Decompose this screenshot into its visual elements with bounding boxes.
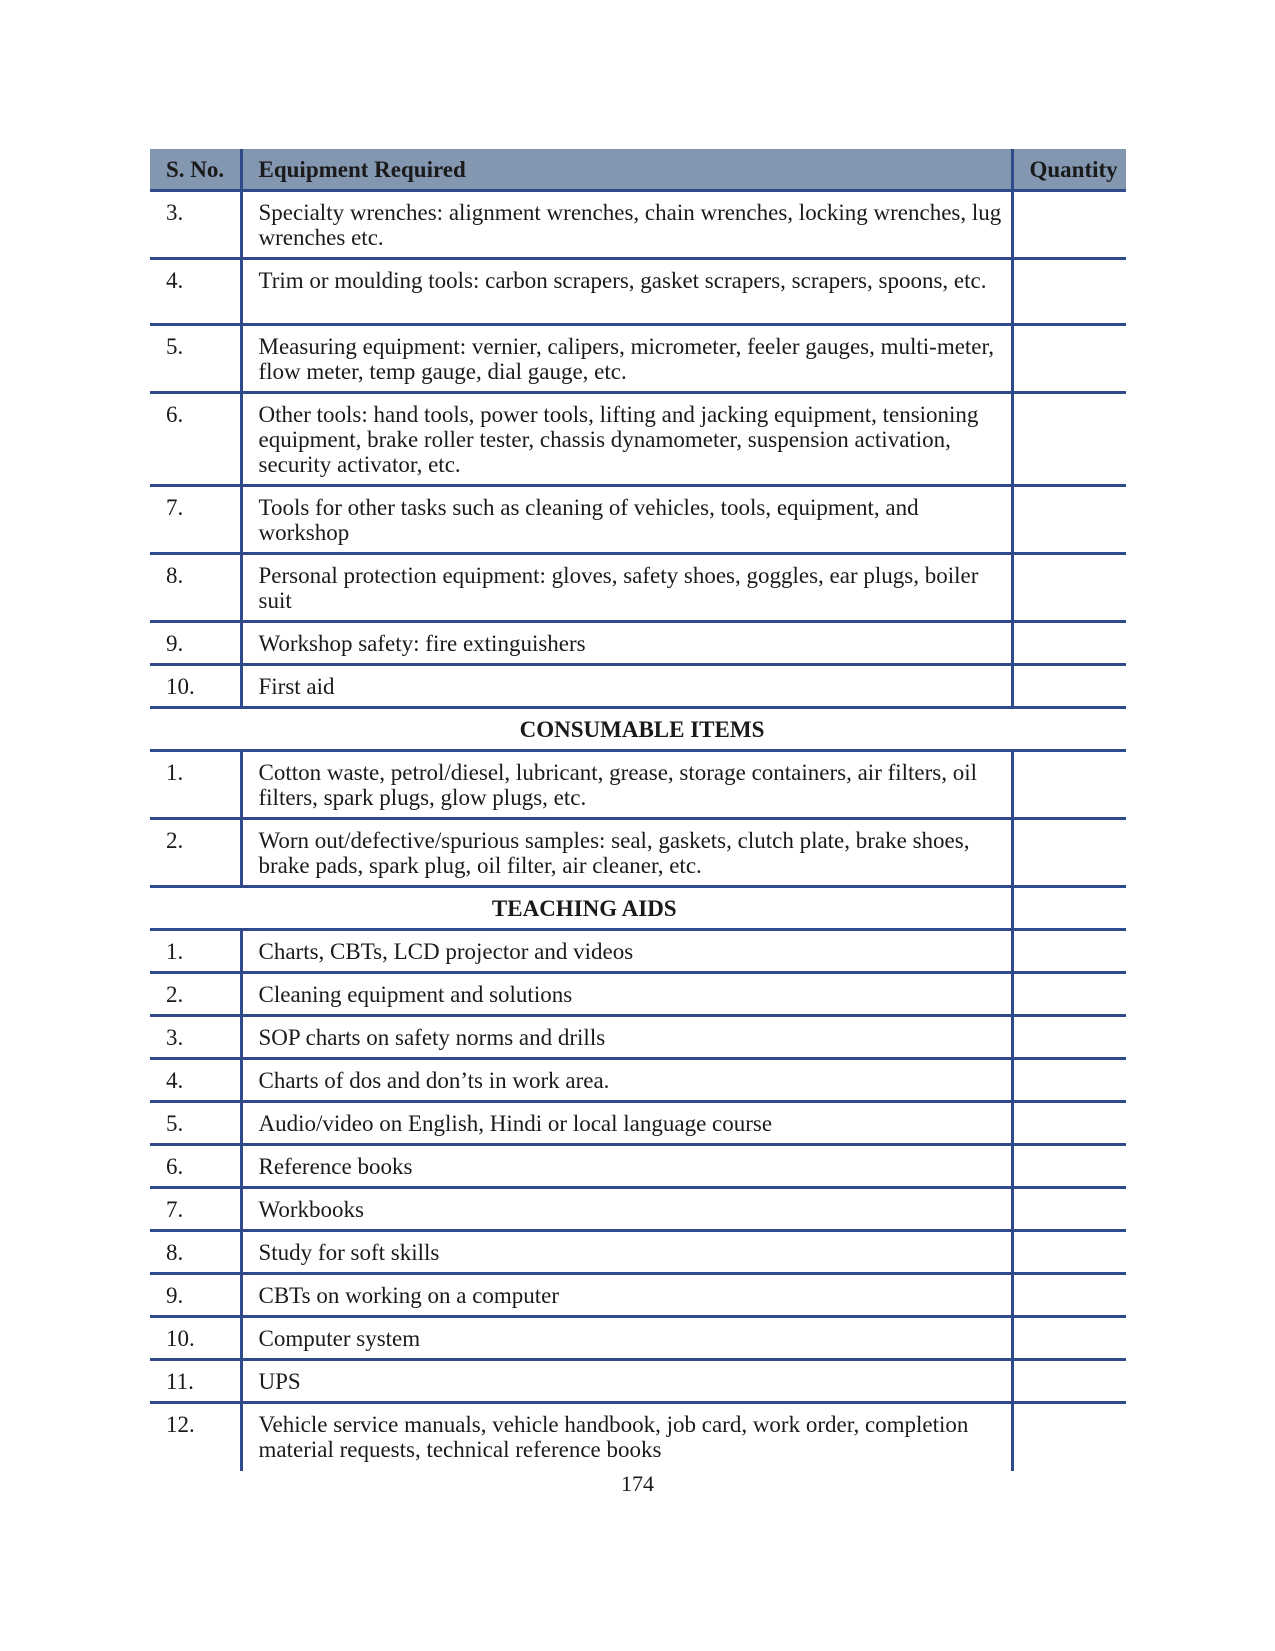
row-quantity xyxy=(1012,1317,1126,1360)
row-serial-number: 9. xyxy=(150,1274,241,1317)
table-row xyxy=(150,622,1126,665)
row-quantity xyxy=(1012,1102,1126,1145)
row-equipment: CBTs on working on a computer xyxy=(241,1274,1012,1317)
row-serial-number: 6. xyxy=(150,1145,241,1188)
row-serial-number: 6. xyxy=(150,393,241,486)
row-quantity xyxy=(1012,819,1126,887)
row-serial-number: 4. xyxy=(150,1059,241,1102)
row-equipment: Computer system xyxy=(241,1317,1012,1360)
row-quantity xyxy=(1012,325,1126,393)
table-row xyxy=(150,1317,1126,1360)
row-equipment: Other tools: hand tools, power tools, lifting and jacking equipment, tensioning equipment, brake roller tester, chassis dynamometer, suspension activation, security activator, etc. xyxy=(241,393,1012,486)
row-equipment: First aid xyxy=(241,665,1012,708)
table-row xyxy=(150,554,1126,622)
row-quantity xyxy=(1012,622,1126,665)
table-row xyxy=(150,1403,1126,1472)
table-row xyxy=(150,259,1126,325)
row-serial-number: 3. xyxy=(150,191,241,259)
section-header-teaching-aids xyxy=(150,887,1126,930)
header-serial-number: S. No. xyxy=(150,149,241,191)
table-row xyxy=(150,665,1126,708)
table-row xyxy=(150,973,1126,1016)
row-equipment: Personal protection equipment: gloves, safety shoes, goggles, ear plugs, boiler suit xyxy=(241,554,1012,622)
row-quantity xyxy=(1012,1059,1126,1102)
table-row xyxy=(150,1145,1126,1188)
row-equipment: SOP charts on safety norms and drills xyxy=(241,1016,1012,1059)
row-quantity xyxy=(1012,887,1126,930)
header-equipment-required: Equipment Required xyxy=(241,149,1012,191)
page-number: 174 xyxy=(621,1471,654,1496)
row-serial-number: 1. xyxy=(150,930,241,973)
row-equipment: UPS xyxy=(241,1360,1012,1403)
section-title-consumables: CONSUMABLE ITEMS xyxy=(150,708,1126,751)
section-title-teaching-aids: TEACHING AIDS xyxy=(150,887,1012,930)
row-equipment: Reference books xyxy=(241,1145,1012,1188)
row-serial-number: 12. xyxy=(166,1412,195,1437)
row-serial-number: 5. xyxy=(150,325,241,393)
table-row xyxy=(150,819,1126,887)
table-row xyxy=(150,1188,1126,1231)
row-quantity xyxy=(1012,1016,1126,1059)
row-quantity xyxy=(1012,665,1126,708)
row-quantity xyxy=(1012,930,1126,973)
row-equipment: Trim or moulding tools: carbon scrapers, gasket scrapers, scrapers, spoons, etc. xyxy=(241,259,1012,325)
table-row xyxy=(150,1274,1126,1317)
table-row xyxy=(150,191,1126,259)
row-equipment: Audio/video on English, Hindi or local language course xyxy=(241,1102,1012,1145)
row-quantity xyxy=(1012,751,1126,819)
table-row xyxy=(150,486,1126,554)
row-equipment: Cotton waste, petrol/diesel, lubricant, grease, storage containers, air filters, oil filters, spark plugs, glow plugs, etc. xyxy=(241,751,1012,819)
row-quantity xyxy=(1012,1145,1126,1188)
table-row xyxy=(150,1231,1126,1274)
row-equipment: Cleaning equipment and solutions xyxy=(241,973,1012,1016)
row-quantity xyxy=(1012,554,1126,622)
table-header-row xyxy=(150,149,1126,191)
table-row xyxy=(150,325,1126,393)
row-quantity xyxy=(1012,1360,1126,1403)
table-row xyxy=(150,1102,1126,1145)
row-serial-number: 4. xyxy=(150,259,241,325)
row-quantity xyxy=(1012,486,1126,554)
row-quantity xyxy=(1012,1403,1126,1472)
table-row xyxy=(150,1059,1126,1102)
row-serial-number: 9. xyxy=(150,622,241,665)
row-serial-number: 8. xyxy=(150,554,241,622)
row-equipment: Specialty wrenches: alignment wrenches, chain wrenches, locking wrenches, lug wrenches etc. xyxy=(241,191,1012,259)
row-equipment: Worn out/defective/spurious samples: seal, gaskets, clutch plate, brake shoes, brake pads, spark plug, oil filter, air cleaner, etc. xyxy=(241,819,1012,887)
row-serial-number: 2. xyxy=(150,819,241,887)
row-quantity xyxy=(1012,1274,1126,1317)
row-serial-number: 7. xyxy=(150,486,241,554)
row-equipment: Vehicle service manuals, vehicle handbook, job card, work order, completion material requests, technical reference books xyxy=(241,1403,1012,1472)
table-row xyxy=(150,393,1126,486)
row-quantity xyxy=(1012,1188,1126,1231)
row-equipment: Charts of dos and don’ts in work area. xyxy=(241,1059,1012,1102)
row-serial-number: 1. xyxy=(150,751,241,819)
row-quantity xyxy=(1012,973,1126,1016)
table-row xyxy=(150,751,1126,819)
row-quantity xyxy=(1012,1231,1126,1274)
row-quantity xyxy=(1012,259,1126,325)
table-row xyxy=(150,1016,1126,1059)
row-equipment: Workbooks xyxy=(241,1188,1012,1231)
row-serial-number: 10. xyxy=(150,1317,241,1360)
row-serial-number: 10. xyxy=(150,665,241,708)
equipment-table-container xyxy=(150,149,1126,1471)
row-serial-number: 8. xyxy=(150,1231,241,1274)
row-serial-number: 2. xyxy=(150,973,241,1016)
header-quantity: Quantity xyxy=(1012,149,1126,191)
row-serial-number: 5. xyxy=(150,1102,241,1145)
row-equipment: Tools for other tasks such as cleaning of vehicles, tools, equipment, and workshop xyxy=(241,486,1012,554)
row-serial-number: 11. xyxy=(150,1360,241,1403)
row-serial-number: 7. xyxy=(150,1188,241,1231)
row-equipment: Workshop safety: fire extinguishers xyxy=(241,622,1012,665)
row-quantity xyxy=(1012,393,1126,486)
table-row xyxy=(150,930,1126,973)
row-equipment: Study for soft skills xyxy=(241,1231,1012,1274)
table-row xyxy=(150,1360,1126,1403)
row-quantity xyxy=(1012,191,1126,259)
section-header-consumables xyxy=(150,708,1126,751)
row-equipment: Measuring equipment: vernier, calipers, micrometer, feeler gauges, multi-meter, flow meter, temp gauge, dial gauge, etc. xyxy=(241,325,1012,393)
row-equipment: Charts, CBTs, LCD projector and videos xyxy=(241,930,1012,973)
row-serial-number: 3. xyxy=(150,1016,241,1059)
equipment-table xyxy=(150,149,1126,1471)
